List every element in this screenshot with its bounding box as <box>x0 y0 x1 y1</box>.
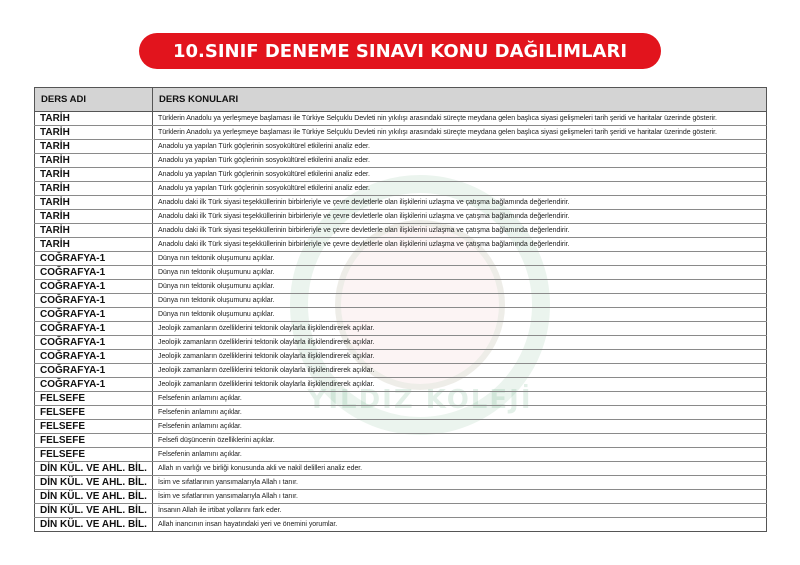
course-name: COĞRAFYA-1 <box>35 308 153 322</box>
course-name: TARİH <box>35 238 153 252</box>
table-row <box>35 490 767 504</box>
course-topic: Felsefi düşüncenin özelliklerini açıklar. <box>153 434 767 448</box>
course-topic: Allah ın varlığı ve birliği konusunda akli ve nakil delilleri analiz eder. <box>153 462 767 476</box>
course-name: TARİH <box>35 168 153 182</box>
course-topic: Anadolu daki ilk Türk siyasi teşekküllerinin birbirleriyle ve çevre devletlerle olan ilişkilerini uzlaşma ve çatışma bağlamında değerlendirir. <box>153 210 767 224</box>
table-row <box>35 392 767 406</box>
course-name: TARİH <box>35 112 153 126</box>
table-row <box>35 112 767 126</box>
table-row <box>35 336 767 350</box>
table-row <box>35 294 767 308</box>
table-row <box>35 476 767 490</box>
table-row <box>35 406 767 420</box>
course-topic: Anadolu ya yapılan Türk göçlerinin sosyokültürel etkilerini analiz eder. <box>153 154 767 168</box>
header-topics: DERS KONULARI <box>153 88 767 112</box>
table-row <box>35 154 767 168</box>
watermark-text: YILDIZ KOLEJİ <box>307 385 533 415</box>
course-topic: Türklerin Anadolu ya yerleşmeye başlaması ile Türkiye Selçuklu Devleti nin yıkılışı arasındaki süreçte meydana gelen başlıca siyasi gelişmeleri tarih şeridi ve haritalar üzerinde gösterir. <box>153 112 767 126</box>
table-row <box>35 252 767 266</box>
course-topic: Felsefenin anlamını açıklar. <box>153 420 767 434</box>
course-topic: Jeolojik zamanların özelliklerini tektonik olaylarla ilişkilendirerek açıklar. <box>153 364 767 378</box>
course-topic: Felsefenin anlamını açıklar. <box>153 406 767 420</box>
course-name: COĞRAFYA-1 <box>35 252 153 266</box>
table-row <box>35 504 767 518</box>
course-topic: İsim ve sıfatlarının yansımalarıyla Allah ı tanır. <box>153 490 767 504</box>
table-row <box>35 126 767 140</box>
table-row <box>35 462 767 476</box>
course-topic: Felsefenin anlamını açıklar. <box>153 392 767 406</box>
course-name: DİN KÜL. VE AHL. BİL. <box>35 462 153 476</box>
course-name: COĞRAFYA-1 <box>35 280 153 294</box>
course-topic: Türklerin Anadolu ya yerleşmeye başlaması ile Türkiye Selçuklu Devleti nin yıkılışı arasındaki süreçte meydana gelen başlıca siyasi gelişmeleri tarih şeridi ve haritalar üzerinde gösterir. <box>153 126 767 140</box>
course-name: TARİH <box>35 126 153 140</box>
course-topic: Anadolu ya yapılan Türk göçlerinin sosyokültürel etkilerini analiz eder. <box>153 168 767 182</box>
table-body <box>35 112 767 532</box>
table-row <box>35 434 767 448</box>
course-name: COĞRAFYA-1 <box>35 364 153 378</box>
course-topic: Jeolojik zamanların özelliklerini tektonik olaylarla ilişkilendirerek açıklar. <box>153 350 767 364</box>
course-name: COĞRAFYA-1 <box>35 378 153 392</box>
course-topic: Jeolojik zamanların özelliklerini tektonik olaylarla ilişkilendirerek açıklar. <box>153 378 767 392</box>
course-name: COĞRAFYA-1 <box>35 294 153 308</box>
course-name: DİN KÜL. VE AHL. BİL. <box>35 476 153 490</box>
course-topic: Anadolu daki ilk Türk siyasi teşekküllerinin birbirleriyle ve çevre devletlerle olan ilişkilerini uzlaşma ve çatışma bağlamında değerlendirir. <box>153 238 767 252</box>
table-row <box>35 308 767 322</box>
table-row <box>35 378 767 392</box>
table-row <box>35 420 767 434</box>
course-topic: Felsefenin anlamını açıklar. <box>153 448 767 462</box>
course-name: FELSEFE <box>35 392 153 406</box>
header-course: DERS ADI <box>35 88 153 112</box>
course-name: DİN KÜL. VE AHL. BİL. <box>35 490 153 504</box>
course-topic: Anadolu daki ilk Türk siyasi teşekküllerinin birbirleriyle ve çevre devletlerle olan ilişkilerini uzlaşma ve çatışma bağlamında değerlendirir. <box>153 196 767 210</box>
course-topic: Dünya nın tektonik oluşumunu açıklar. <box>153 308 767 322</box>
table-row <box>35 350 767 364</box>
course-name: COĞRAFYA-1 <box>35 350 153 364</box>
table-row <box>35 182 767 196</box>
table-row <box>35 140 767 154</box>
course-name: COĞRAFYA-1 <box>35 266 153 280</box>
table-header-row <box>35 88 767 112</box>
table-row <box>35 280 767 294</box>
table-row <box>35 168 767 182</box>
course-name: TARİH <box>35 182 153 196</box>
course-name: FELSEFE <box>35 448 153 462</box>
course-topic: İsim ve sıfatlarının yansımalarıyla Allah ı tanır. <box>153 476 767 490</box>
page-title: 10.SINIF DENEME SINAVI KONU DAĞILIMLARI <box>139 33 661 69</box>
course-name: COĞRAFYA-1 <box>35 336 153 350</box>
course-topic: Anadolu daki ilk Türk siyasi teşekküllerinin birbirleriyle ve çevre devletlerle olan ilişkilerini uzlaşma ve çatışma bağlamında değerlendirir. <box>153 224 767 238</box>
course-name: DİN KÜL. VE AHL. BİL. <box>35 518 153 532</box>
course-name: FELSEFE <box>35 406 153 420</box>
course-name: TARİH <box>35 210 153 224</box>
course-topic: Dünya nın tektonik oluşumunu açıklar. <box>153 280 767 294</box>
course-name: TARİH <box>35 196 153 210</box>
course-topic: Dünya nın tektonik oluşumunu açıklar. <box>153 294 767 308</box>
course-name: DİN KÜL. VE AHL. BİL. <box>35 504 153 518</box>
table-row <box>35 322 767 336</box>
course-topic: Dünya nın tektonik oluşumunu açıklar. <box>153 252 767 266</box>
course-name: TARİH <box>35 224 153 238</box>
course-topic: İnsanın Allah ile irtibat yollarını fark eder. <box>153 504 767 518</box>
table-row <box>35 224 767 238</box>
course-topic: Anadolu ya yapılan Türk göçlerinin sosyokültürel etkilerini analiz eder. <box>153 140 767 154</box>
topics-table <box>34 87 767 532</box>
course-name: TARİH <box>35 140 153 154</box>
course-topic: Jeolojik zamanların özelliklerini tektonik olaylarla ilişkilendirerek açıklar. <box>153 322 767 336</box>
table-row <box>35 448 767 462</box>
table-row <box>35 518 767 532</box>
table-row <box>35 364 767 378</box>
table-row <box>35 210 767 224</box>
course-name: FELSEFE <box>35 434 153 448</box>
table-row <box>35 238 767 252</box>
table-row <box>35 266 767 280</box>
course-name: TARİH <box>35 154 153 168</box>
course-topic: Allah inancının insan hayatındaki yeri ve önemini yorumlar. <box>153 518 767 532</box>
course-topic: Dünya nın tektonik oluşumunu açıklar. <box>153 266 767 280</box>
course-topic: Anadolu ya yapılan Türk göçlerinin sosyokültürel etkilerini analiz eder. <box>153 182 767 196</box>
course-topic: Jeolojik zamanların özelliklerini tektonik olaylarla ilişkilendirerek açıklar. <box>153 336 767 350</box>
course-name: FELSEFE <box>35 420 153 434</box>
table-row <box>35 196 767 210</box>
course-name: COĞRAFYA-1 <box>35 322 153 336</box>
